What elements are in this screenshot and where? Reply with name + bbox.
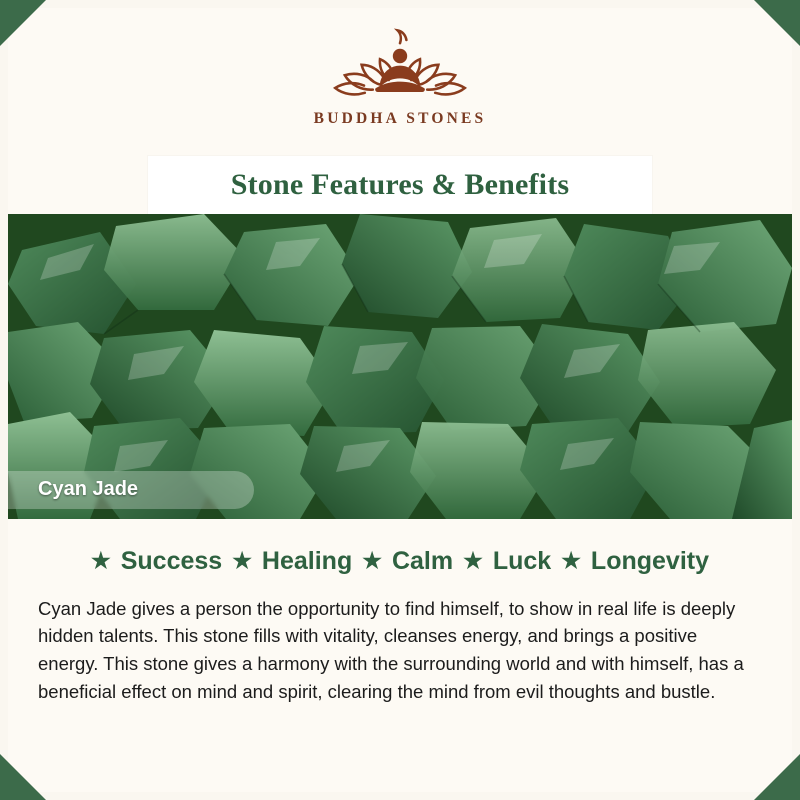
description-text: Cyan Jade gives a person the opportunity to find himself, to show in real life is deeply hidden talents. This stone fills with vitality, cleanses energy, and brings a positive energy. This stone gives a harmony with the surrounding world and with himself, has a beneficial effect on mind and spirit, clearing the mind from evil thoughts and bustle.: [38, 597, 744, 702]
hero-image: [8, 214, 792, 519]
star-icon: ★: [362, 547, 382, 573]
keyword-longevity: Longevity: [590, 547, 709, 575]
benefits-section: [8, 519, 792, 706]
keyword-luck: Luck: [492, 547, 552, 575]
keyword-success: Success: [120, 547, 223, 575]
title-band: [8, 156, 792, 214]
star-icon: ★: [561, 547, 581, 573]
corner-decoration-top-left: [0, 0, 46, 46]
star-icon: ★: [232, 547, 252, 573]
brand-header: [8, 8, 792, 156]
corner-decoration-top-right: [754, 0, 800, 46]
stone-name-caption: Cyan Jade: [8, 471, 254, 509]
keyword-healing: Healing: [261, 547, 353, 575]
title-box: [148, 156, 652, 214]
star-icon: ★: [463, 547, 483, 573]
lotus-meditation-icon: [320, 24, 480, 108]
brand-name: BUDDHA STONES: [313, 110, 487, 127]
keyword-calm: Calm: [391, 547, 454, 575]
content-frame: [8, 8, 792, 792]
star-icon: ★: [90, 547, 111, 573]
corner-decoration-bottom-right: [754, 754, 800, 800]
corner-decoration-bottom-left: [0, 754, 46, 800]
page-title: Stone Features & Benefits: [230, 168, 570, 201]
keyword-list: [38, 547, 762, 576]
